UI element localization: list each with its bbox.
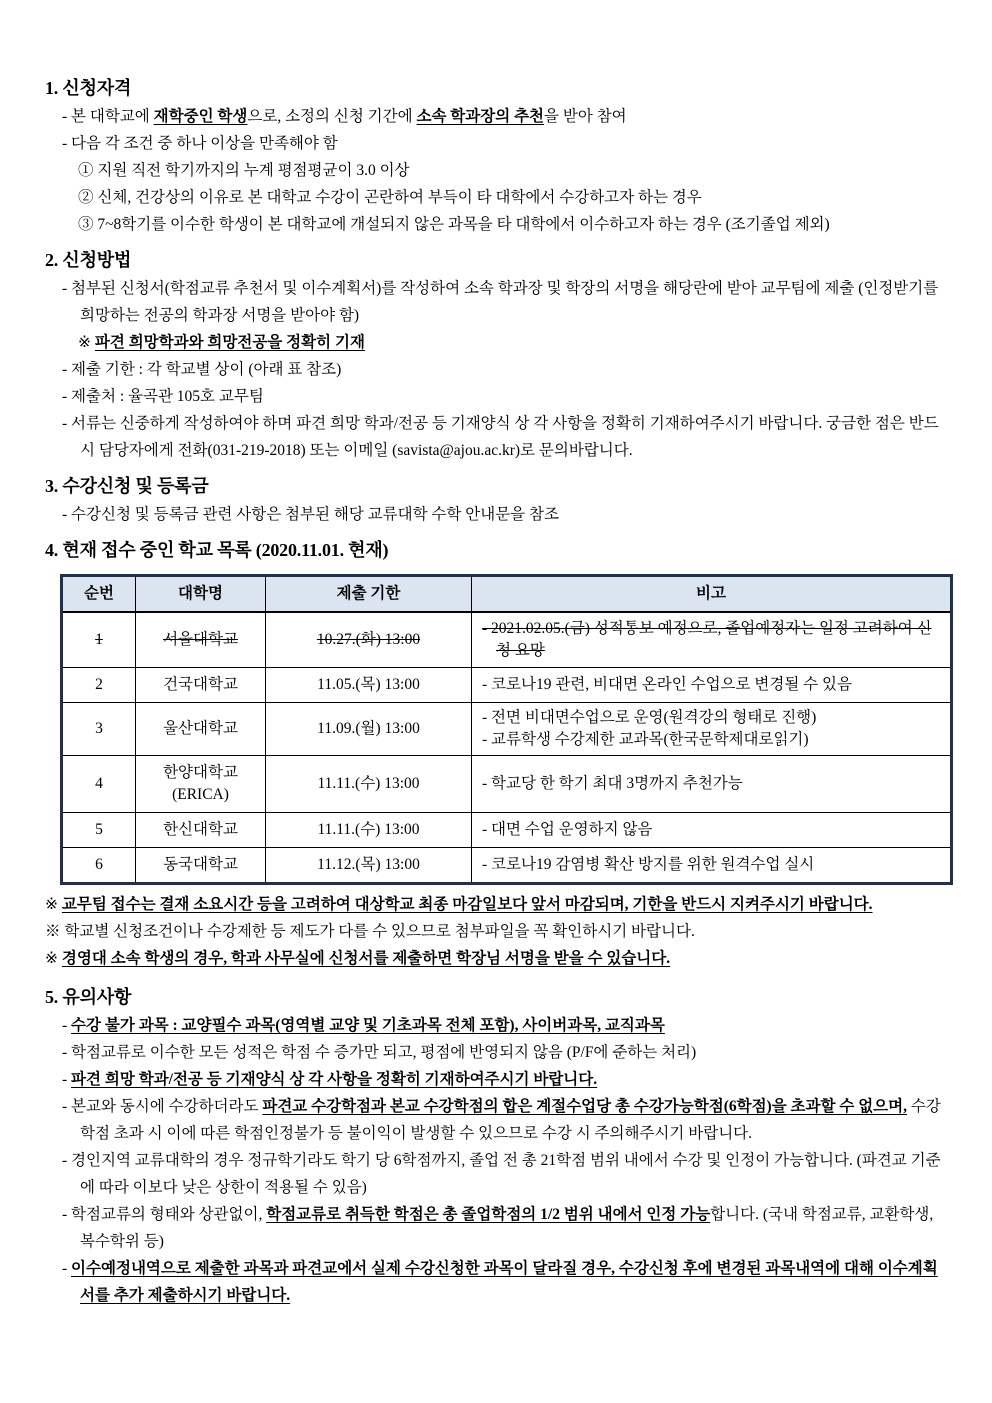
university-name: 동국대학교 [136,848,266,884]
column-header-university: 대학명 [136,576,266,613]
section-application-qualification [45,73,945,238]
emphasized-text: 재학중인 학생 [153,108,248,125]
university-name [136,756,266,813]
remark: - 코로나19 관련, 비대면 온라인 수업으로 변경될 수 있음 [482,676,852,693]
text-run: - [62,1260,72,1277]
emphasized-text: 교무팀 접수는 결재 소요시간 등을 고려하여 대상학교 최종 마감일보다 앞서 마감되며, 기한을 반드시 지켜주시기 바랍니다. [61,896,873,913]
bullet-line: - 제출 기한 : 각 학교별 상이 (아래 표 참조) [62,361,342,378]
section-heading-5: 5. 유의사항 [45,987,132,1007]
bullet-line [45,1201,945,1255]
reference-mark: ※ [78,334,95,351]
university-name: 서울대학교 [163,631,238,648]
table-row-seoul [62,612,952,668]
row-no: 4 [62,756,136,813]
column-header-deadline: 제출 기한 [266,576,472,613]
deadline: 11.11.(수) 13:00 [266,756,472,813]
text-run: 으로, 소정의 신청 기간에 [247,108,417,125]
row-no: 2 [62,668,136,703]
section-school-list [45,535,945,972]
emphasized-text: 파견 희망 학과/전공 등 기재양식 상 각 사항을 정확히 기재하여주시기 바랍니다. [71,1071,598,1088]
numbered-condition-3: ③ 7~8학기를 이수한 학생이 본 대학교에 개설되지 않은 과목을 타 대학에서 이수하고자 하는 경우 (조기졸업 제외) [78,216,830,233]
section-heading-2: 2. 신청방법 [45,250,132,270]
text-run: - 학점교류의 형태와 상관없이, [62,1206,267,1223]
numbered-condition-2: ② 신체, 건강상의 이유로 본 대학교 수강이 곤란하여 부득이 타 대학에서 수강하고자 하는 경우 [78,189,702,206]
section-heading-3: 3. 수강신청 및 등록금 [45,476,209,496]
note-line: ※ 학교별 신청조건이나 수강제한 등 제도가 다를 수 있으므로 첨부파일을 꼭 확인하시기 바랍니다. [45,923,695,940]
table-row-ulsan [62,703,952,756]
bullet-line [45,1066,945,1093]
row-no: 3 [62,703,136,756]
bullet-line: - 서류는 신중하게 작성하여야 하며 파견 희망 학과/전공 등 기재양식 상 각 사항을 정확히 기재하여주시기 바랍니다. 궁금한 점은 반드시 담당자에게 전화(031-219-2018) 또는 이메일 (savista@ajou.ac.kr)로 문의바랍니다. [62,415,939,459]
table-row-hanshin [62,813,952,848]
bullet-line [45,1255,945,1309]
remark: - 대면 수업 운영하지 않음 [482,821,653,838]
remark: - 2021.02.05.(금) 성적통보 예정으로, 졸업예정자는 일정 고려하여 신청 요망 [482,620,932,659]
bullet-line [45,103,945,130]
numbered-condition-1: ① 지원 직전 학기까지의 누계 평점평균이 3.0 이상 [78,162,410,179]
bullet-line: - 제출처 : 율곡관 105호 교무팀 [62,388,264,405]
table-row-konkuk [62,668,952,703]
remark: - 코로나19 감염병 확산 방지를 위한 원격수업 실시 [482,856,815,873]
remark: - 학교당 한 학기 최대 3명까지 추천가능 [482,775,743,792]
emphasized-text: 파견교 수강학점과 본교 수강학점의 합은 계절수업당 총 수강가능학점(6학점)을 초과할 수 없으며, [262,1098,907,1115]
table-header-row [62,576,952,613]
bullet-line: - 수강신청 및 등록금 관련 사항은 첨부된 해당 교류대학 수학 안내문을 참조 [62,506,559,523]
sub-note-line [45,329,945,356]
university-name: 건국대학교 [136,668,266,703]
university-name: 울산대학교 [136,703,266,756]
section-registration-tuition [45,471,945,528]
emphasized-text: 학점교류로 취득한 학점은 총 졸업학점의 1/2 범위 내에서 인정 가능 [266,1206,711,1223]
note-line [45,945,945,972]
reference-mark: ※ [45,950,62,967]
school-list-table [60,574,953,885]
emphasized-text: 수강 불가 과목 : 교양필수 과목(영역별 교양 및 기초과목 전체 포함), 사이버과목, 교직과목 [71,1017,665,1034]
bullet-line [45,1093,945,1147]
bullet-line: - 다음 각 조건 중 하나 이상을 만족해야 함 [62,135,338,152]
bullet-line: - 학점교류로 이수한 모든 성적은 학점 수 증가만 되고, 평점에 반영되지 않음 (P/F에 준하는 처리) [62,1044,697,1061]
text-run: - 본 대학교에 [62,108,154,125]
section-heading-1: 1. 신청자격 [45,78,132,98]
deadline: 11.12.(목) 13:00 [266,848,472,884]
emphasized-text: 소속 학과장의 추천 [416,108,545,125]
text-run: 을 받아 참여 [544,108,627,125]
university-name: 한신대학교 [136,813,266,848]
remark: - 전면 비대면수업으로 운영(원격강의 형태로 진행) [482,709,817,726]
table-footnotes [45,891,945,972]
deadline: 10.27.(화) 13:00 [316,631,421,648]
remark: - 교류학생 수강제한 교과목(한국문학제대로읽기) [482,731,809,748]
bullet-line [45,1012,945,1039]
column-header-remarks: 비고 [472,576,952,613]
deadline: 11.11.(수) 13:00 [266,813,472,848]
note-line [45,891,945,918]
text-run: 수강학점 초과 시 이에 따른 학점인정불가 등 불이익이 발생할 수 있으므로 수강 시 주의해주시기 바랍니다. [80,1098,941,1142]
text-run: - [62,1071,72,1088]
table-row-dongguk [62,848,952,884]
text-run: - 본교와 동시에 수강하더라도 [62,1098,263,1115]
row-no: 5 [62,813,136,848]
bullet-line: - 첨부된 신청서(학점교류 추천서 및 이수계획서)를 작성하여 소속 학과장 및 학장의 서명을 해당란에 받아 교무팀에 제출 (인정받기를 희망하는 전공의 학과장 서명을 받아야 함) [62,280,939,324]
row-no: 1 [95,631,103,648]
text-run: 합니다. (국내 학점교류, 교환학생, 복수학위 등) [80,1206,934,1250]
section-cautions [45,982,945,1309]
emphasized-text: 파견 희망학과와 희망전공을 정확히 기재 [94,334,365,351]
deadline: 11.09.(월) 13:00 [266,703,472,756]
reference-mark: ※ [45,896,62,913]
deadline: 11.05.(목) 13:00 [266,668,472,703]
section-heading-4: 4. 현재 접수 중인 학교 목록 (2020.11.01. 현재) [45,540,389,560]
table-row-hanyang-erica [62,756,952,813]
section-application-method [45,245,945,464]
emphasized-text: 이수예정내역으로 제출한 과목과 파견교에서 실제 수강신청한 과목이 달라질 경우, 수강신청 후에 변경된 과목내역에 대해 이수계획서를 추가 제출하시기 바랍니다. [71,1260,938,1304]
university-name-line2: (ERICA) [172,786,229,803]
emphasized-text: 경영대 소속 학생의 경우, 학과 사무실에 신청서를 제출하면 학장님 서명을 받을 수 있습니다. [61,950,671,967]
row-no: 6 [62,848,136,884]
bullet-line: - 경인지역 교류대학의 경우 정규학기라도 학기 당 6학점까지, 졸업 전 총 21학점 범위 내에서 수강 및 인정이 가능합니다. (파견교 기준에 따라 이보다 낮은 상한이 적용될 수 있음) [62,1152,941,1196]
text-run: - [62,1017,72,1034]
column-header-no: 순번 [62,576,136,613]
university-name-line1: 한양대학교 [163,764,238,781]
